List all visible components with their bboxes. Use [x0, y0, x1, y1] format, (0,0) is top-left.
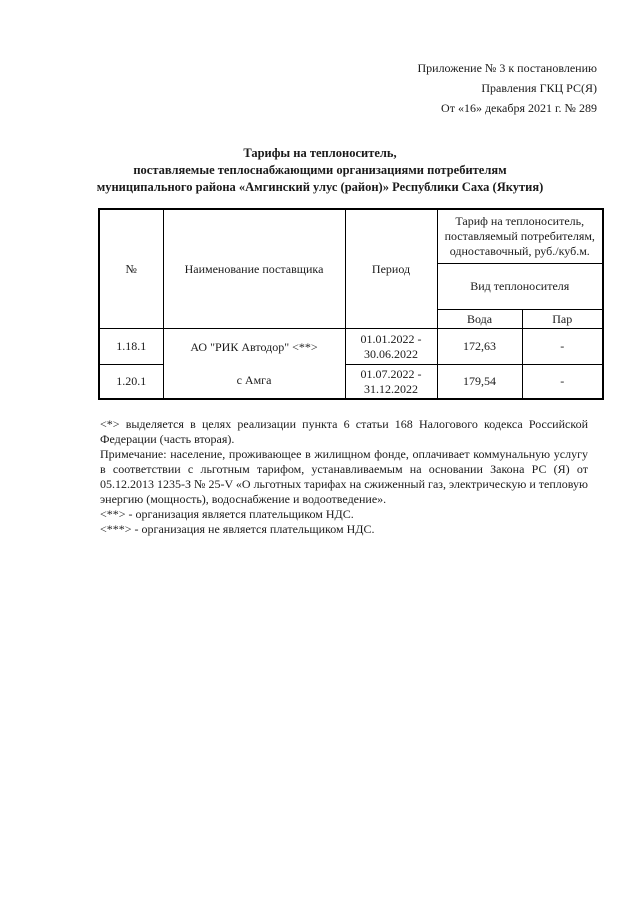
- col-header-carrier-type: Вид теплоносителя: [437, 264, 603, 310]
- table-row: [99, 329, 603, 365]
- col-header-period: Период: [345, 209, 437, 329]
- col-header-tariff-group: Тариф на теплоноситель, поставляемый потребителям, одноставочный, руб./куб.м.: [437, 209, 603, 264]
- footnote-vat-payer: <**> - организация является плательщиком НДС.: [100, 507, 354, 521]
- supplier-name: АО "РИК Автодор" <**>: [190, 339, 318, 354]
- col-header-water: Вода: [437, 310, 522, 329]
- supplier-cell-content: [167, 331, 342, 397]
- appendix-line-2: Правления ГКЦ РС(Я): [481, 81, 597, 95]
- title-line-1: Тарифы на теплоноситель,: [243, 146, 397, 160]
- footnote-benefit-note: Примечание: население, проживающее в жилищном фонде, оплачивает коммунальную услугу в соответствии с льготным тарифом, устанавливаемым на основании Закона РС (Я) от 05.12.2013 1235-З № 25-V «О льготных тарифах на сжиженный газ, электрическую и тепловую энергию (мощность), водоснабжение и водоотведение».: [100, 447, 588, 506]
- row-number: 1.20.1: [99, 365, 163, 400]
- footnotes-block: [100, 417, 588, 537]
- col-header-supplier: Наименование поставщика: [163, 209, 345, 329]
- period-cell: 01.07.2022 - 31.12.2022: [345, 365, 437, 400]
- footnote-tax-code: <*> выделяется в целях реализации пункта 6 статьи 168 Налогового кодекса Российской Федерации (часть вторая).: [100, 417, 588, 446]
- col-header-steam: Пар: [522, 310, 603, 329]
- tariff-table: [98, 208, 604, 400]
- appendix-line-3: От «16» декабря 2021 г. № 289: [441, 101, 597, 115]
- water-tariff-value: 172,63: [437, 329, 522, 365]
- steam-tariff-value: -: [522, 365, 603, 400]
- water-tariff-value: 179,54: [437, 365, 522, 400]
- supplier-location: с Амга: [236, 372, 272, 387]
- footnote-vat-nonpayer: <***> - организация не является плательщиком НДС.: [100, 522, 375, 536]
- appendix-line-1: Приложение № 3 к постановлению: [417, 61, 597, 75]
- title-line-2: поставляемые теплоснабжающими организациями потребителям: [133, 163, 507, 177]
- col-header-num: №: [99, 209, 163, 329]
- document-title: [0, 145, 640, 196]
- title-line-3: муниципального района «Амгинский улус (район)» Республики Саха (Якутия): [96, 180, 544, 194]
- period-cell: 01.01.2022 - 30.06.2022: [345, 329, 437, 365]
- row-number: 1.18.1: [99, 329, 163, 365]
- table-header-row-1: [99, 209, 603, 264]
- steam-tariff-value: -: [522, 329, 603, 365]
- appendix-reference: [0, 0, 640, 118]
- supplier-cell: [163, 329, 345, 400]
